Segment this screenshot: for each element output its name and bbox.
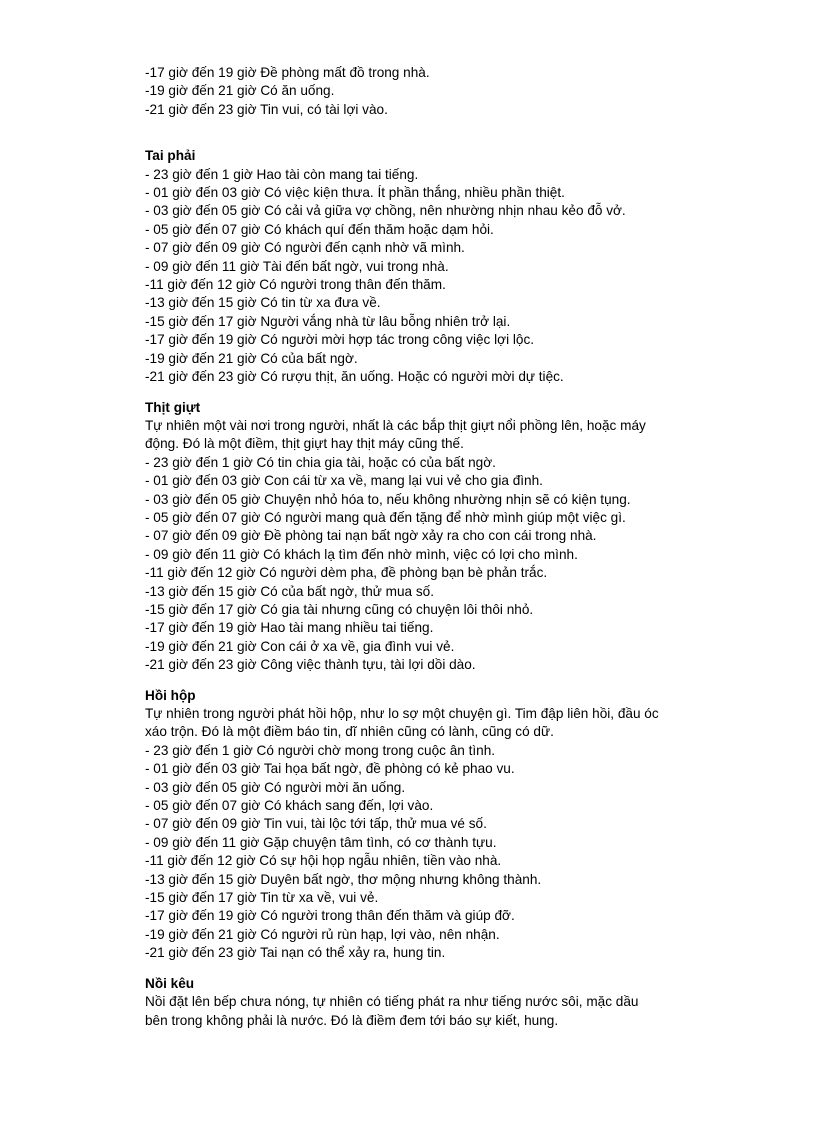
list-item: - 07 giờ đến 09 giờ Tin vui, tài lộc tới tấp, thử mua vé số.	[145, 816, 487, 832]
intro-line: -21 giờ đến 23 giờ Tin vui, có tài lợi vào.	[145, 101, 388, 117]
list-item: -19 giờ đến 21 giờ Có của bất ngờ.	[145, 350, 358, 366]
list-item: -21 giờ đến 23 giờ Công việc thành tựu, tài lợi dồi dào.	[145, 657, 476, 673]
document-page	[145, 64, 785, 1030]
list-item: - 09 giờ đến 11 giờ Gặp chuyện tâm tình, có cơ thành tựu.	[145, 834, 497, 850]
list-item: - 01 giờ đến 03 giờ Con cái từ xa về, mang lại vui vẻ cho gia đình.	[145, 473, 543, 489]
list-item: -11 giờ đến 12 giờ Có người trong thân đến thăm.	[145, 277, 446, 293]
section-description-line: động. Đó là một điềm, thịt giựt hay thịt máy cũng thế.	[145, 436, 464, 452]
list-item: -13 giờ đến 15 giờ Duyên bất ngờ, thơ mộng nhưng không thành.	[145, 871, 542, 887]
list-item: -15 giờ đến 17 giờ Có gia tài nhưng cũng có chuyện lôi thôi nhỏ.	[145, 601, 534, 617]
list-item: -11 giờ đến 12 giờ Có sự hội họp ngẫu nhiên, tiền vào nhà.	[145, 853, 502, 869]
section-tai-phai	[145, 147, 785, 386]
section-thit-giut	[145, 399, 785, 675]
intro-line: -17 giờ đến 19 giờ Đề phòng mất đồ trong nhà.	[145, 65, 430, 80]
list-item: - 09 giờ đến 11 giờ Tài đến bất ngờ, vui trong nhà.	[145, 258, 449, 274]
list-item: -13 giờ đến 15 giờ Có của bất ngờ, thử mua số.	[145, 583, 434, 599]
list-item: -19 giờ đến 21 giờ Có người rủ rùn hạp, lợi vào, nên nhận.	[145, 926, 500, 942]
section-heading: Nồi kêu	[145, 975, 195, 991]
list-item: -17 giờ đến 19 giờ Có người mời hợp tác trong công việc lợi lộc.	[145, 332, 535, 348]
section-noi-keu	[145, 975, 785, 1030]
section-description-line: xáo trộn. Đó là một điềm báo tin, dĩ nhiên cũng có lành, cũng có dữ.	[145, 724, 554, 740]
list-item: - 09 giờ đến 11 giờ Có khách lạ tìm đến nhờ mình, việc có lợi cho mình.	[145, 546, 578, 562]
spacer	[145, 675, 785, 687]
list-item: - 01 giờ đến 03 giờ Tai họa bất ngờ, đề phòng có kẻ phao vu.	[145, 761, 515, 777]
list-item: - 03 giờ đến 05 giờ Chuyện nhỏ hóa to, nếu không nhường nhịn sẽ có kiện tụng.	[145, 491, 631, 507]
list-item: - 01 giờ đến 03 giờ Có việc kiện thưa. Ít phần thắng, nhiều phần thiệt.	[145, 185, 565, 201]
intro-line: -19 giờ đến 21 giờ Có ăn uống.	[145, 83, 335, 99]
section-heading: Hồi hộp	[145, 687, 196, 703]
list-item: -21 giờ đến 23 giờ Có rượu thịt, ăn uống. Hoặc có người mời dự tiệc.	[145, 369, 564, 385]
list-item: - 23 giờ đến 1 giờ Có tin chia gia tài, hoặc có của bất ngờ.	[145, 454, 496, 470]
spacer	[145, 963, 785, 975]
section-heading: Thịt giựt	[145, 399, 201, 415]
list-item: - 23 giờ đến 1 giờ Có người chờ mong trong cuộc ân tình.	[145, 742, 496, 758]
list-item: -15 giờ đến 17 giờ Tin từ xa về, vui vẻ.	[145, 890, 379, 906]
list-item: - 07 giờ đến 09 giờ Đề phòng tai nạn bất ngờ xảy ra cho con cái trong nhà.	[145, 528, 597, 544]
section-description-line: Tự nhiên trong người phát hồi hộp, như lo sợ một chuyện gì. Tim đập liên hồi, đầu óc	[145, 706, 659, 721]
intro-lines	[145, 64, 785, 119]
list-item: -17 giờ đến 19 giờ Có người trong thân đến thăm và giúp đỡ.	[145, 908, 515, 924]
list-item: - 03 giờ đến 05 giờ Có người mời ăn uống.	[145, 779, 406, 795]
list-item: -21 giờ đến 23 giờ Tai nạn có thể xảy ra, hung tin.	[145, 945, 446, 961]
list-item: -17 giờ đến 19 giờ Hao tài mang nhiều tai tiếng.	[145, 620, 434, 636]
section-description-line: Nồi đặt lên bếp chưa nóng, tự nhiên có tiếng phát ra như tiếng nước sôi, mặc dầu	[145, 994, 639, 1010]
section-heading: Tai phải	[145, 148, 196, 164]
list-item: - 05 giờ đến 07 giờ Có khách sang đến, lợi vào.	[145, 798, 434, 814]
list-item: -19 giờ đến 21 giờ Con cái ở xa về, gia đình vui vẻ.	[145, 638, 455, 654]
section-hoi-hop	[145, 687, 785, 963]
spacer	[145, 387, 785, 399]
list-item: - 05 giờ đến 07 giờ Có người mang quà đến tặng để nhờ mình giúp một việc gì.	[145, 509, 626, 525]
list-item: - 23 giờ đến 1 giờ Hao tài còn mang tai tiếng.	[145, 166, 419, 182]
section-description-line: bên trong không phải là nước. Đó là điềm đem tới báo sự kiết, hung.	[145, 1012, 559, 1028]
list-item: -13 giờ đến 15 giờ Có tin từ xa đưa về.	[145, 295, 381, 311]
list-item: - 07 giờ đến 09 giờ Có người đến cạnh nhờ vã mình.	[145, 240, 465, 256]
list-item: -15 giờ đến 17 giờ Người vắng nhà từ lâu bỗng nhiên trở lại.	[145, 313, 511, 329]
spacer	[145, 119, 785, 147]
list-item: - 03 giờ đến 05 giờ Có cải vả giữa vợ chồng, nên nhường nhịn nhau kẻo đỗ vở.	[145, 203, 626, 219]
list-item: - 05 giờ đến 07 giờ Có khách quí đến thăm hoặc dạm hỏi.	[145, 221, 494, 237]
section-description-line: Tự nhiên một vài nơi trong người, nhất là các bắp thịt giựt nổi phồng lên, hoặc máy	[145, 417, 646, 433]
list-item: -11 giờ đến 12 giờ Có người dèm pha, đề phòng bạn bè phản trắc.	[145, 565, 548, 581]
